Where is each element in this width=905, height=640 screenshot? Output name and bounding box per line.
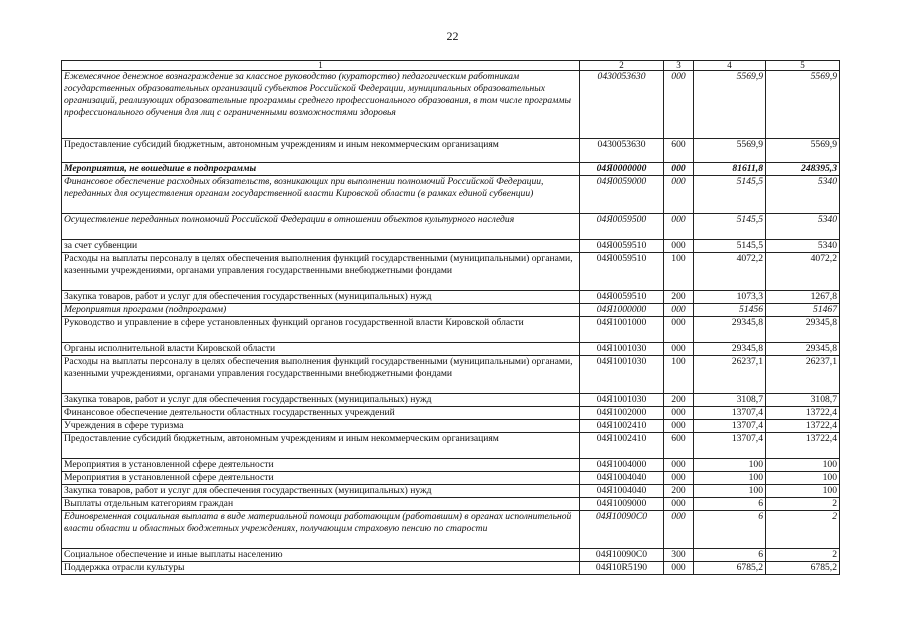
row-value-col4-cell: 5569,9	[694, 139, 766, 163]
row-name-cell: Социальное обеспечение и иные выплаты населению	[62, 549, 580, 562]
table-row	[62, 407, 840, 420]
row-name-cell: Единовременная социальная выплата в виде материальной помощи работающим (работавшим) в органах исполнительной власти области и областных бюджетных учреждениях, получающим страховую пенсию по старости	[62, 511, 580, 549]
row-value-col4-cell: 100	[694, 485, 766, 498]
row-type-cell: 000	[664, 343, 694, 356]
row-code-cell: 0430053630	[580, 71, 664, 139]
table-row	[62, 394, 840, 407]
row-value-col4-cell: 51456	[694, 304, 766, 317]
page-number: 22	[446, 29, 459, 43]
row-code-cell: 04Я1002000	[580, 407, 664, 420]
row-code-cell: 04Я0059510	[580, 291, 664, 304]
row-code-cell: 04Я0059500	[580, 214, 664, 240]
row-name-cell: Предоставление субсидий бюджетным, автономным учреждениям и иным некоммерческим организациям	[62, 139, 580, 163]
table-row	[62, 433, 840, 459]
row-value-col4-cell: 29345,8	[694, 343, 766, 356]
table-row	[62, 472, 840, 485]
row-code-cell: 04Я1000000	[580, 304, 664, 317]
row-value-col5-cell: 3108,7	[766, 394, 840, 407]
budget-table-body	[62, 61, 840, 575]
column-number-5: 5	[766, 61, 840, 71]
table-row	[62, 304, 840, 317]
row-value-col5-cell: 5569,9	[766, 139, 840, 163]
row-code-cell: 04Я0059000	[580, 176, 664, 214]
row-type-cell: 000	[664, 163, 694, 176]
row-value-col5-cell: 100	[766, 485, 840, 498]
row-type-cell: 100	[664, 356, 694, 394]
row-name-cell: Предоставление субсидий бюджетным, автономным учреждениям и иным некоммерческим организациям	[62, 433, 580, 459]
table-row	[62, 317, 840, 343]
row-name-cell: за счет субвенции	[62, 240, 580, 253]
row-type-cell: 000	[664, 562, 694, 575]
row-value-col5-cell: 100	[766, 459, 840, 472]
row-name-cell: Закупка товаров, работ и услуг для обеспечения государственных (муниципальных) нужд	[62, 485, 580, 498]
row-code-cell: 04Я1004040	[580, 472, 664, 485]
row-code-cell: 04Я1001000	[580, 317, 664, 343]
table-row	[62, 459, 840, 472]
row-type-cell: 000	[664, 459, 694, 472]
table-row	[62, 549, 840, 562]
row-code-cell: 04Я1004000	[580, 459, 664, 472]
row-value-col5-cell: 2	[766, 498, 840, 511]
row-type-cell: 000	[664, 71, 694, 139]
row-type-cell: 200	[664, 485, 694, 498]
row-type-cell: 000	[664, 214, 694, 240]
column-number-4: 4	[694, 61, 766, 71]
row-name-cell: Расходы на выплаты персоналу в целях обеспечения выполнения функций государственными (муниципальными) органами, казенными учреждениями, органами управления государственными внебюджетными фондами	[62, 253, 580, 291]
row-name-cell: Мероприятия программ (подпрограмм)	[62, 304, 580, 317]
row-value-col5-cell: 2	[766, 511, 840, 549]
row-value-col5-cell: 2	[766, 549, 840, 562]
table-row	[62, 291, 840, 304]
row-code-cell: 04Я10090С0	[580, 511, 664, 549]
row-value-col4-cell: 26237,1	[694, 356, 766, 394]
row-type-cell: 600	[664, 139, 694, 163]
row-type-cell: 000	[664, 511, 694, 549]
row-code-cell: 04Я0059510	[580, 240, 664, 253]
table-row	[62, 214, 840, 240]
row-code-cell: 04Я1001030	[580, 394, 664, 407]
row-value-col4-cell: 4072,2	[694, 253, 766, 291]
row-value-col5-cell: 13722,4	[766, 420, 840, 433]
row-code-cell: 04Я1001030	[580, 343, 664, 356]
row-value-col4-cell: 13707,4	[694, 420, 766, 433]
row-value-col4-cell: 5145,5	[694, 240, 766, 253]
row-code-cell: 04Я1002410	[580, 420, 664, 433]
row-type-cell: 000	[664, 304, 694, 317]
row-name-cell: Выплаты отдельным категориям граждан	[62, 498, 580, 511]
column-number-row	[62, 61, 840, 71]
row-type-cell: 000	[664, 240, 694, 253]
row-code-cell: 04Я0000000	[580, 163, 664, 176]
row-value-col5-cell: 26237,1	[766, 356, 840, 394]
row-name-cell: Финансовое обеспечение деятельности областных государственных учреждений	[62, 407, 580, 420]
row-code-cell: 04Я0059510	[580, 253, 664, 291]
row-value-col5-cell: 13722,4	[766, 407, 840, 420]
row-value-col4-cell: 13707,4	[694, 433, 766, 459]
column-number-2: 2	[580, 61, 664, 71]
row-code-cell: 04Я10090С0	[580, 549, 664, 562]
row-code-cell: 04Я1001030	[580, 356, 664, 394]
row-type-cell: 000	[664, 498, 694, 511]
table-row	[62, 240, 840, 253]
row-name-cell: Мероприятия в установленной сфере деятельности	[62, 472, 580, 485]
row-value-col5-cell: 5340	[766, 176, 840, 214]
row-value-col5-cell: 100	[766, 472, 840, 485]
row-value-col5-cell: 248395,3	[766, 163, 840, 176]
row-value-col4-cell: 6	[694, 549, 766, 562]
row-name-cell: Поддержка отрасли культуры	[62, 562, 580, 575]
row-name-cell: Закупка товаров, работ и услуг для обеспечения государственных (муниципальных) нужд	[62, 291, 580, 304]
column-number-3: 3	[664, 61, 694, 71]
row-value-col4-cell: 100	[694, 459, 766, 472]
row-code-cell: 0430053630	[580, 139, 664, 163]
row-value-col4-cell: 3108,7	[694, 394, 766, 407]
row-type-cell: 000	[664, 176, 694, 214]
row-value-col5-cell: 1267,8	[766, 291, 840, 304]
row-value-col5-cell: 29345,8	[766, 343, 840, 356]
row-value-col4-cell: 5145,5	[694, 176, 766, 214]
row-code-cell: 04Я1002410	[580, 433, 664, 459]
row-name-cell: Закупка товаров, работ и услуг для обеспечения государственных (муниципальных) нужд	[62, 394, 580, 407]
row-value-col5-cell: 29345,8	[766, 317, 840, 343]
row-value-col4-cell: 29345,8	[694, 317, 766, 343]
row-value-col5-cell: 51467	[766, 304, 840, 317]
row-code-cell: 04Я10R5190	[580, 562, 664, 575]
column-number-1: 1	[62, 61, 580, 71]
table-row	[62, 420, 840, 433]
row-value-col4-cell: 13707,4	[694, 407, 766, 420]
row-type-cell: 100	[664, 253, 694, 291]
table-row	[62, 176, 840, 214]
row-value-col5-cell: 4072,2	[766, 253, 840, 291]
row-value-col5-cell: 6785,2	[766, 562, 840, 575]
row-type-cell: 200	[664, 394, 694, 407]
table-row	[62, 562, 840, 575]
table-row	[62, 485, 840, 498]
row-value-col5-cell: 5340	[766, 214, 840, 240]
table-row	[62, 71, 840, 139]
row-type-cell: 000	[664, 420, 694, 433]
table-row	[62, 163, 840, 176]
row-code-cell: 04Я1009000	[580, 498, 664, 511]
row-name-cell: Мероприятия, не вошедшие в подпрограммы	[62, 163, 580, 176]
row-value-col4-cell: 1073,3	[694, 291, 766, 304]
row-type-cell: 000	[664, 317, 694, 343]
row-name-cell: Учреждения в сфере туризма	[62, 420, 580, 433]
row-name-cell: Финансовое обеспечение расходных обязательств, возникающих при выполнении полномочий Российской Федерации, переданных для осуществления органам государственной власти Кировской области (в рамках единой субвенции)	[62, 176, 580, 214]
row-value-col4-cell: 81611,8	[694, 163, 766, 176]
row-name-cell: Расходы на выплаты персоналу в целях обеспечения выполнения функций государственными (муниципальными) органами, казенными учреждениями, органами управления государственными внебюджетными фондами	[62, 356, 580, 394]
row-value-col4-cell: 5145,5	[694, 214, 766, 240]
row-value-col5-cell: 5569,9	[766, 71, 840, 139]
row-value-col4-cell: 6785,2	[694, 562, 766, 575]
row-type-cell: 200	[664, 291, 694, 304]
table-row	[62, 343, 840, 356]
row-value-col4-cell: 6	[694, 498, 766, 511]
row-name-cell: Ежемесячное денежное вознаграждение за классное руководство (кураторство) педагогическим работникам государственных образовательных организаций субъектов Российской Федерации, муниципальных образовательных организаций, реализующих образовательные программы среднего профессионального образования, в том числе программы профессионального обучения для лиц с ограниченными возможностями здоровья	[62, 71, 580, 139]
row-name-cell: Органы исполнительной власти Кировской области	[62, 343, 580, 356]
row-type-cell: 600	[664, 433, 694, 459]
table-row	[62, 139, 840, 163]
row-value-col4-cell: 5569,9	[694, 71, 766, 139]
table-row	[62, 356, 840, 394]
table-row	[62, 253, 840, 291]
row-name-cell: Мероприятия в установленной сфере деятельности	[62, 459, 580, 472]
row-value-col4-cell: 100	[694, 472, 766, 485]
row-type-cell: 000	[664, 407, 694, 420]
budget-table	[61, 60, 840, 575]
row-value-col4-cell: 6	[694, 511, 766, 549]
row-value-col5-cell: 13722,4	[766, 433, 840, 459]
row-name-cell: Осуществление переданных полномочий Российской Федерации в отношении объектов культурного наследия	[62, 214, 580, 240]
table-row	[62, 498, 840, 511]
row-value-col5-cell: 5340	[766, 240, 840, 253]
row-type-cell: 000	[664, 472, 694, 485]
table-row	[62, 511, 840, 549]
row-type-cell: 300	[664, 549, 694, 562]
row-code-cell: 04Я1004040	[580, 485, 664, 498]
row-name-cell: Руководство и управление в сфере установленных функций органов государственной власти Кировской области	[62, 317, 580, 343]
